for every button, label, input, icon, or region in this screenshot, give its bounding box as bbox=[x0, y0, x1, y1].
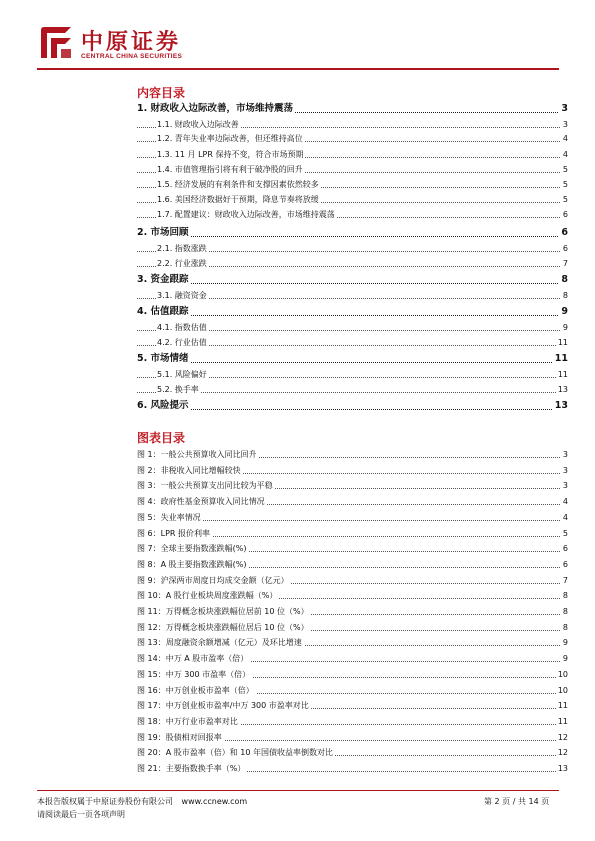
footer-disclaimer: 请阅读最后一页各项声明 bbox=[37, 810, 125, 819]
toc-entry-page: 5 bbox=[561, 163, 568, 177]
toc-entry[interactable] bbox=[137, 289, 568, 303]
toc-entry-label: 4. 估值跟踪 bbox=[137, 306, 189, 317]
brand-name-en: CENTRAL CHINA SECURITIES bbox=[81, 53, 183, 60]
figure-entry[interactable] bbox=[137, 464, 568, 477]
figure-entry-label: 图 9：沪深两市周度日均成交金额（亿元） bbox=[137, 575, 289, 585]
dot-leader bbox=[137, 283, 568, 284]
figure-entry-page: 13 bbox=[557, 764, 568, 773]
toc-entry[interactable] bbox=[137, 399, 568, 413]
figure-entry-label: 图 7：全球主要指数涨跌幅(%) bbox=[137, 544, 247, 554]
figure-entry-page: 8 bbox=[562, 591, 568, 601]
figure-entry-page: 7 bbox=[562, 575, 568, 585]
toc-entry-page: 4 bbox=[561, 148, 568, 162]
figure-entry-label: 图 20：A 股市盈率（倍）和 10 年国债收益率倒数对比 bbox=[137, 748, 334, 758]
figure-entry-page: 4 bbox=[562, 497, 568, 507]
figure-entry[interactable] bbox=[137, 558, 568, 571]
figure-entry-label: 图 6：LPR 报价利率 bbox=[137, 528, 211, 538]
figure-entry-label: 图 3：一般公共预算支出同比较为平稳 bbox=[137, 481, 273, 491]
figure-entry[interactable] bbox=[137, 762, 568, 775]
figure-entry[interactable] bbox=[137, 621, 568, 634]
figure-entry-label: 图 16：中万创业板市盈率（倍） bbox=[137, 685, 254, 695]
toc-entry-page: 3 bbox=[561, 103, 568, 114]
toc-entry-page: 11 bbox=[556, 368, 568, 382]
dot-leader bbox=[137, 392, 568, 393]
toc-entry-page: 9 bbox=[561, 306, 568, 317]
figure-entry[interactable] bbox=[137, 527, 568, 540]
toc-entry-label: 1.6. 美国经济数据好于预期，降息节奏将放缓 bbox=[157, 193, 321, 207]
toc-entry[interactable] bbox=[137, 321, 568, 335]
toc-entry[interactable] bbox=[137, 242, 568, 256]
figure-entry[interactable] bbox=[137, 605, 568, 618]
figure-entry[interactable] bbox=[137, 699, 568, 712]
toc-entry-label: 3.1. 融资资金 bbox=[157, 289, 209, 303]
toc-entry-page: 7 bbox=[561, 257, 568, 271]
toc-entry-label: 3. 资金跟踪 bbox=[137, 274, 189, 285]
toc-entry-label: 1.3. 11 月 LPR 保持不变，符合市场预期 bbox=[157, 148, 305, 162]
figure-entry-label: 图 21：主要指数换手率（%） bbox=[137, 764, 246, 773]
figure-entry[interactable] bbox=[137, 448, 568, 461]
toc-entry[interactable] bbox=[137, 368, 568, 382]
footer-left bbox=[37, 795, 247, 821]
toc-entry[interactable] bbox=[137, 352, 568, 366]
figure-entry-label: 图 5：失业率情况 bbox=[137, 512, 201, 522]
figure-entry[interactable] bbox=[137, 479, 568, 492]
figure-entry-label: 图 13：周度融资余额增减（亿元）及环比增速 bbox=[137, 638, 302, 648]
figure-entry-page: 3 bbox=[562, 450, 568, 459]
figure-entry-label: 图 19：股债相对回报率 bbox=[137, 732, 222, 742]
toc-entry[interactable] bbox=[137, 178, 568, 192]
footer-page-info: 第 2 页 / 共 14 页 bbox=[484, 797, 550, 806]
toc-entry[interactable] bbox=[137, 193, 568, 207]
toc-entry-page: 5 bbox=[561, 193, 568, 207]
toc-entry-page: 8 bbox=[561, 274, 568, 285]
figure-entry[interactable] bbox=[137, 746, 568, 759]
footer-website-link[interactable]: www.ccnew.com bbox=[181, 797, 248, 806]
toc-entry-label: 1.1. 财政收入边际改善 bbox=[157, 118, 241, 132]
company-logo-icon bbox=[37, 24, 75, 62]
figure-entry-label: 图 12：万得概念板块涨跌幅位居后 10 位（%） bbox=[137, 622, 309, 632]
figure-entry-page: 11 bbox=[557, 716, 568, 726]
toc-entry-page: 8 bbox=[561, 289, 568, 303]
toc-entry[interactable] bbox=[137, 383, 568, 397]
figure-entry-label: 图 11：万得概念板块涨跌幅位居前 10 位（%） bbox=[137, 607, 309, 616]
figure-entry-page: 3 bbox=[562, 465, 568, 475]
dot-leader bbox=[137, 409, 568, 410]
figure-entry-label: 图 2：非税收入同比增幅较快 bbox=[137, 465, 241, 475]
toc-entry-label: 1.7. 配置建议：财政收入边际改善，市场维持震荡 bbox=[157, 208, 337, 222]
figure-entry-page: 10 bbox=[557, 669, 568, 679]
toc-entry[interactable] bbox=[137, 208, 568, 222]
figure-entry[interactable] bbox=[137, 495, 568, 508]
figure-entry-page: 8 bbox=[562, 607, 568, 616]
toc-entry-label: 1.2. 青年失业率边际改善，但还维持高位 bbox=[157, 132, 305, 146]
toc-entry[interactable] bbox=[137, 132, 568, 146]
figure-entry-label: 图 1：一般公共预算收入同比回升 bbox=[137, 450, 257, 459]
toc-entry-label: 2.2. 行业涨跌 bbox=[157, 257, 209, 271]
toc-entry-label: 5.2. 换手率 bbox=[157, 383, 201, 397]
figure-entry-page: 6 bbox=[562, 559, 568, 569]
toc-entry-label: 5. 市场情绪 bbox=[137, 353, 189, 364]
dot-leader bbox=[137, 362, 568, 363]
figure-entry-page: 12 bbox=[557, 732, 568, 742]
toc-entry[interactable] bbox=[137, 305, 568, 319]
toc-entry-label: 4.2. 行业估值 bbox=[157, 336, 209, 350]
toc-entry-label: 1. 财政收入边际改善，市场维持震荡 bbox=[137, 103, 294, 114]
toc-title: 内容目录 bbox=[137, 86, 186, 100]
toc-entry-label: 2.1. 指数涨跌 bbox=[157, 242, 209, 256]
brand-name-cn: 中原证券 bbox=[81, 29, 182, 55]
toc-entry-label: 6. 风险提示 bbox=[137, 400, 189, 411]
toc-entry[interactable] bbox=[137, 118, 568, 132]
figure-entry-page: 5 bbox=[562, 528, 568, 538]
figure-entry-page: 3 bbox=[562, 481, 568, 491]
figure-entry-page: 6 bbox=[562, 544, 568, 554]
figure-entry-label: 图 15：中万 300 市盈率（倍） bbox=[137, 669, 251, 679]
toc-entry-page: 11 bbox=[556, 336, 568, 350]
toc-entry-page: 4 bbox=[561, 132, 568, 146]
figure-entry-label: 图 4：政府性基金预算收入同比情况 bbox=[137, 497, 265, 507]
figure-entry-label: 图 10：A 股行业板块周度涨跌幅（%） bbox=[137, 591, 278, 601]
figure-entry[interactable] bbox=[137, 684, 568, 697]
toc-entry-label: 4.1. 指数估值 bbox=[157, 321, 209, 335]
toc-entry-page: 6 bbox=[561, 208, 568, 222]
figure-entry-label: 图 18：中万行业市盈率对比 bbox=[137, 716, 238, 726]
figure-entry-page: 11 bbox=[557, 701, 568, 711]
toc-entry[interactable] bbox=[137, 336, 568, 350]
toc-entry-page: 5 bbox=[561, 178, 568, 192]
toc-entry-label: 5.1. 风险偏好 bbox=[157, 368, 209, 382]
toc-entry-label: 1.5. 经济发展的有利条件和支撑因素依然较多 bbox=[157, 178, 321, 192]
footer-rule bbox=[37, 790, 559, 791]
toc-entry[interactable] bbox=[137, 226, 568, 240]
toc-entry-page: 9 bbox=[561, 321, 568, 335]
footer-copyright: 本报告版权属于中原证券股份有限公司 bbox=[37, 797, 173, 806]
figure-entry[interactable] bbox=[137, 574, 568, 587]
toc-entry[interactable] bbox=[137, 148, 568, 162]
figure-entry[interactable] bbox=[137, 542, 568, 555]
toc-entry-label: 1.4. 市值管理指引将有利于破净股的回升 bbox=[157, 163, 305, 177]
figure-entry[interactable] bbox=[137, 731, 568, 744]
header-rule bbox=[37, 68, 559, 70]
figure-entry-page: 9 bbox=[562, 638, 568, 648]
figure-entry-label: 图 17：中万创业板市盈率/中万 300 市盈率对比 bbox=[137, 701, 309, 711]
figure-entry-label: 图 14：中万 A 股市盈率（倍） bbox=[137, 654, 249, 664]
figure-entry[interactable] bbox=[137, 636, 568, 649]
figure-entry[interactable] bbox=[137, 511, 568, 524]
figure-entry-label: 图 8：A 股主要指数涨跌幅(%) bbox=[137, 559, 247, 569]
figure-entry-page: 4 bbox=[562, 512, 568, 522]
toc-entry[interactable] bbox=[137, 257, 568, 271]
toc-entry-label: 2. 市场回顾 bbox=[137, 227, 189, 238]
figure-entry[interactable] bbox=[137, 668, 568, 681]
figure-entry-page: 12 bbox=[557, 748, 568, 758]
figure-entry[interactable] bbox=[137, 589, 568, 602]
toc-entry-page: 3 bbox=[561, 118, 568, 132]
figures-title: 图表目录 bbox=[137, 431, 186, 445]
toc-entry[interactable] bbox=[137, 163, 568, 177]
figure-entry-page: 9 bbox=[562, 654, 568, 664]
toc-entry[interactable] bbox=[137, 273, 568, 287]
dot-leader bbox=[137, 315, 568, 316]
toc-entry-page: 13 bbox=[554, 400, 568, 411]
toc-entry[interactable] bbox=[137, 102, 568, 116]
toc-entry-page: 6 bbox=[561, 227, 568, 238]
figure-entry-page: 8 bbox=[562, 622, 568, 632]
report-header bbox=[37, 22, 559, 70]
dot-leader bbox=[137, 236, 568, 237]
toc-entry-page: 13 bbox=[556, 383, 568, 397]
toc-entry-page: 11 bbox=[554, 353, 568, 364]
toc-entry-page: 6 bbox=[561, 242, 568, 256]
figure-entry[interactable] bbox=[137, 652, 568, 665]
figure-entry[interactable] bbox=[137, 715, 568, 728]
figure-entry-page: 10 bbox=[557, 685, 568, 695]
